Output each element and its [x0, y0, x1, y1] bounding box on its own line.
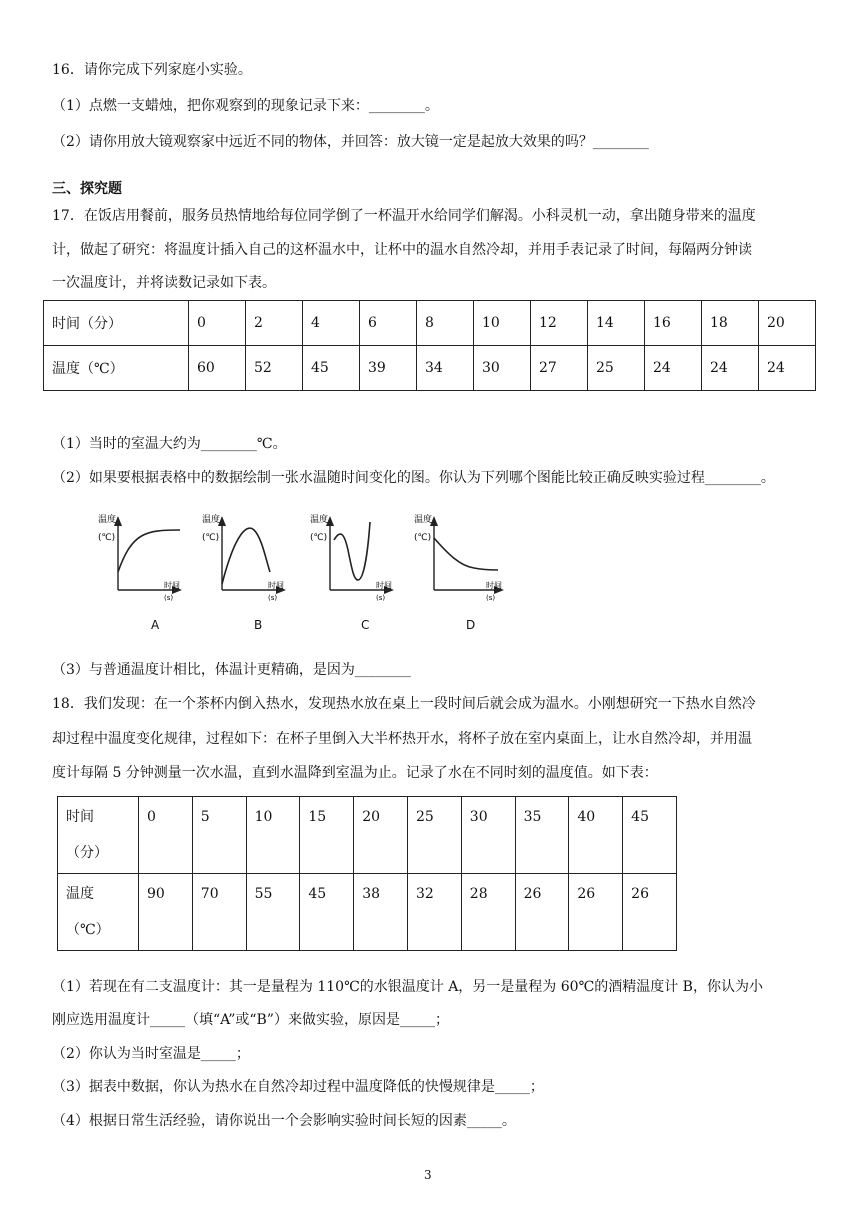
row-label-line2: （分）	[66, 845, 108, 861]
table-row	[58, 874, 677, 951]
table-cell: 20	[354, 797, 408, 874]
graph-yunit: (℃)	[310, 533, 328, 543]
table-row	[58, 797, 677, 874]
graph-d	[408, 510, 512, 602]
table-cell: 25	[588, 346, 645, 391]
table-cell: 24	[645, 346, 702, 391]
graph-ylabel: 温度	[414, 515, 433, 525]
table-cell: 26	[515, 874, 569, 951]
table-cell: 45	[300, 874, 354, 951]
graph-xlabel: 时间	[164, 581, 180, 590]
q18-part3: （3）据表中数据，你认为热水在自然冷却过程中温度降低的快慢规律是_____；	[52, 1079, 544, 1095]
graph-xlabel: 时间	[486, 581, 502, 590]
table-cell: 20	[759, 301, 816, 346]
table-cell: 32	[407, 874, 461, 951]
q17-part1: （1）当时的室温大约为________℃。	[52, 436, 287, 452]
graph-label-c: C	[361, 618, 370, 632]
table-cell: 5	[192, 797, 246, 874]
q17-part2: （2）如果要根据表格中的数据绘制一张水温随时间变化的图。你认为下列哪个图能比较正确反映实验过程________。	[52, 470, 775, 486]
table-cell: 55	[246, 874, 300, 951]
row-label	[58, 797, 139, 874]
table-cell: 45	[623, 797, 677, 874]
table-cell: 15	[300, 797, 354, 874]
graph-label-b: B	[254, 618, 263, 632]
table-cell: 14	[588, 301, 645, 346]
q18-line3: 度计每隔 5 分钟测量一次水温，直到水温降到室温为止。记录了水在不同时刻的温度值。如下表：	[52, 765, 658, 781]
q18-part1a: （1）若现在有二支温度计：其一是量程为 110℃的水银温度计 A，另一是量程为 60℃的酒精温度计 B，你认为小	[52, 979, 763, 995]
table-cell: 25	[407, 797, 461, 874]
table-cell: 39	[360, 346, 417, 391]
graph-ylabel: 温度	[310, 515, 329, 525]
row-label-line1: 温度	[66, 886, 94, 902]
q16-part2: （2）请你用放大镜观察家中远近不同的物体，并回答：放大镜一定是起放大效果的吗？________	[52, 134, 649, 150]
table-cell: 90	[139, 874, 193, 951]
table-cell: 30	[461, 797, 515, 874]
graph-yunit: (℃)	[202, 533, 220, 543]
table-cell: 52	[246, 346, 303, 391]
table-cell: 0	[139, 797, 193, 874]
table-cell: 12	[531, 301, 588, 346]
table-cell: 70	[192, 874, 246, 951]
table-cell: 18	[702, 301, 759, 346]
graph-xlabel: 时间	[376, 581, 392, 590]
q18-line2: 却过程中温度变化规律，过程如下：在杯子里倒入大半杯热开水，将杯子放在室内桌面上，让水自然冷却，并用温	[52, 731, 752, 747]
q17-table	[43, 300, 816, 391]
graph-xlabel: 时间	[268, 581, 284, 590]
row-label: 温度（℃）	[44, 346, 189, 391]
row-label	[58, 874, 139, 951]
table-cell: 6	[360, 301, 417, 346]
q16-part1: （1）点燃一支蜡烛，把你观察到的现象记录下来：________。	[52, 98, 439, 114]
table-cell: 2	[246, 301, 303, 346]
graph-c	[304, 510, 400, 602]
table-cell: 4	[303, 301, 360, 346]
page-number: 3	[424, 1168, 432, 1182]
graph-ylabel: 温度	[98, 515, 117, 525]
table-row	[44, 301, 816, 346]
table-cell: 8	[417, 301, 474, 346]
graph-yunit: (℃)	[98, 533, 116, 543]
table-cell: 26	[569, 874, 623, 951]
table-cell: 10	[474, 301, 531, 346]
q17-part3: （3）与普通温度计相比，体温计更精确，是因为________	[52, 662, 411, 678]
table-cell: 45	[303, 346, 360, 391]
q17-line1: 17．在饭店用餐前，服务员热情地给每位同学倒了一杯温开水给同学们解渴。小科灵机一动，拿出随身带来的温度	[52, 208, 756, 224]
q17-line2: 计，做起了研究：将温度计插入自己的这杯温水中，让杯中的温水自然冷却，并用手表记录了时间，每隔两分钟读	[52, 242, 752, 258]
table-cell: 27	[531, 346, 588, 391]
q18-line1: 18．我们发现：在一个茶杯内倒入热水，发现热水放在桌上一段时间后就会成为温水。小刚想研究一下热水自然冷	[52, 696, 756, 712]
table-cell: 10	[246, 797, 300, 874]
graph-xunit: (s)	[486, 594, 496, 602]
table-cell: 60	[189, 346, 246, 391]
table-cell: 30	[474, 346, 531, 391]
graph-ylabel: 温度	[202, 515, 221, 525]
table-cell: 16	[645, 301, 702, 346]
q18-part4: （4）根据日常生活经验，请你说出一个会影响实验时间长短的因素_____。	[52, 1113, 516, 1129]
q17-line3: 一次温度计，并将读数记录如下表。	[52, 275, 276, 291]
graph-xunit: (s)	[268, 594, 278, 602]
section-heading: 三、探究题	[52, 181, 122, 197]
graph-xunit: (s)	[376, 594, 386, 602]
table-cell: 24	[759, 346, 816, 391]
table-cell: 28	[461, 874, 515, 951]
row-label-line2: （℃）	[66, 922, 110, 938]
q18-part2: （2）你认为当时室温是_____；	[52, 1046, 250, 1062]
table-cell: 26	[623, 874, 677, 951]
table-cell: 40	[569, 797, 623, 874]
graph-b	[196, 510, 292, 602]
graph-xunit: (s)	[164, 594, 174, 602]
graph-yunit: (℃)	[414, 533, 432, 543]
q16-title: 16．请你完成下列家庭小实验。	[52, 62, 252, 78]
q18-table	[57, 796, 677, 951]
table-cell: 35	[515, 797, 569, 874]
table-row	[44, 346, 816, 391]
q18-part1b: 刚应选用温度计_____（填“A”或“B”）来做实验，原因是_____；	[52, 1012, 449, 1028]
table-cell: 0	[189, 301, 246, 346]
table-cell: 24	[702, 346, 759, 391]
table-cell: 34	[417, 346, 474, 391]
graph-label-a: A	[151, 618, 160, 632]
row-label: 时间（分）	[44, 301, 189, 346]
table-cell: 38	[354, 874, 408, 951]
graph-a	[92, 510, 188, 602]
graph-label-d: D	[466, 618, 476, 632]
row-label-line1: 时间	[66, 809, 94, 825]
